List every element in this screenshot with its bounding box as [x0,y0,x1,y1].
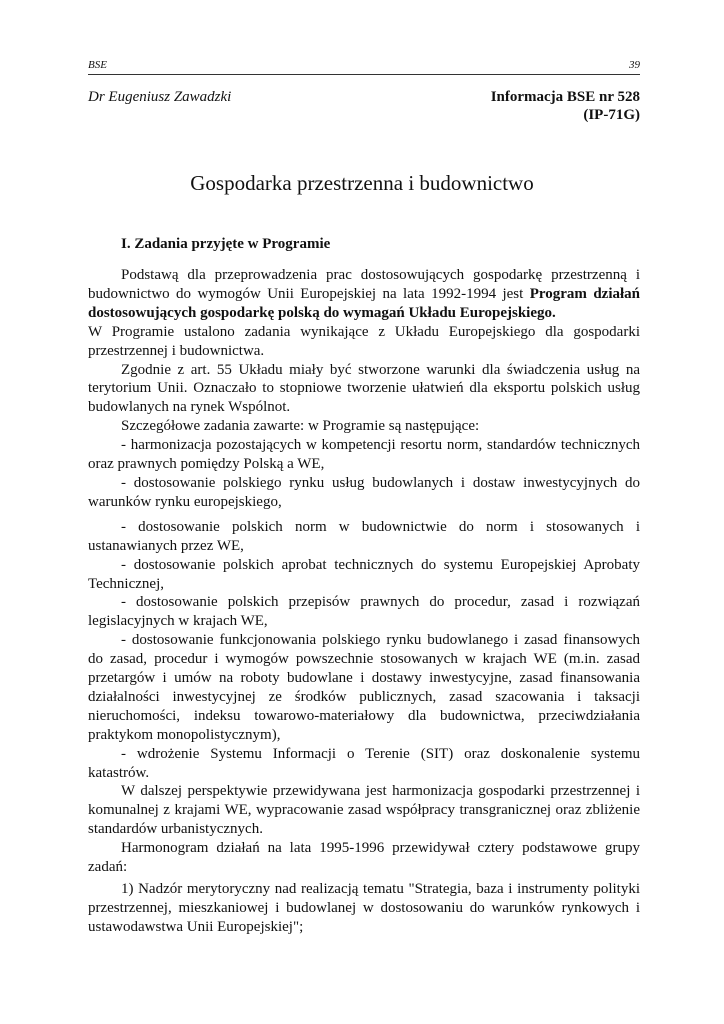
list-item: - dostosowanie polskich aprobat technicznych do systemu Europejskiej Aprobaty Technicznej, [88,556,640,592]
body-text [88,266,640,937]
paragraph-4: Szczegółowe zadania zawarte: w Programie są następujące: [121,418,480,435]
reference-code: (IP-71G) [583,107,640,123]
paragraph-5: W dalszej perspektywie przewidywana jest harmonizacja gospodarki przestrzennej i komunalnej z krajami WE, wypracowanie zasad współpracy transgranicznej oraz zbliżenie standardów urbanistycznych. [88,783,640,838]
list-item: - dostosowanie funkcjonowania polskiego rynku budowlanego i zasad finansowych do zasad, procedur i wymogów powszechnie stosowanych w krajach WE (m.in. zasad przetargów i umów na roboty budowlane i dostawy inwestycyjne, zasad finansowania działalności inwestycyjnej ze środków publicznych, zasad szacowania i taksacji nieruchomości, indeksu towarowo-materiałowy dla budownictwa, przeciwdziałania praktykom monopolistycznym), [88,632,640,743]
paragraph-2: W Programie ustalono zadania wynikające z Układu Europejskiego dla gospodarki przestrzennej i budownictwa. [88,323,640,359]
paragraph-6: Harmonogram działań na lata 1995-1996 przewidywał cztery podstawowe grupy zadań: [88,840,640,876]
list-item: - harmonizacja pozostających w kompetencji resortu norm, standardów technicznych oraz prawnych pomiędzy Polską a WE, [88,437,640,473]
section-heading: I. Zadania przyjęte w Programie [121,236,331,252]
program-name: Program działań dostosowujących gospodarkę polską do wymagań Układu Europejskiego. [88,285,640,321]
page-title: Gospodarka przestrzenna i budownictwo [190,171,534,195]
paragraph-1-text: Podstawą dla przeprowadzenia prac dostosowujących gospodarkę przestrzenną i budownictwo do wymogów Unii Europejskiej na lata 1992-1994 jest [88,267,640,302]
paragraph-3: Zgodnie z art. 55 Układu miały być stworzone warunki dla świadczenia usług na terytorium Unii. Oznaczało to stopniowe tworzenie ułatwień dla eksportu polskich usług budowlanych na rynek Wspólnot. [88,361,640,416]
running-header [88,58,640,75]
list-item: - wdrożenie Systemu Informacji o Terenie (SIT) oraz doskonalenie systemu katastrów. [88,745,640,781]
reference-number: Informacja BSE nr 528 [490,89,640,105]
list-item: - dostosowanie polskich przepisów prawnych do procedur, zasad i rozwiązań legislacyjnych w krajach WE, [88,594,640,630]
list-item: - dostosowanie polskiego rynku usług budowlanych i dostaw inwestycyjnych do warunków rynku europejskiego, [88,474,640,510]
header-publication: BSE [88,59,107,71]
document-reference [491,88,640,124]
author-name: Dr Eugeniusz Zawadzki [88,89,232,105]
header-page-number: 39 [629,59,640,71]
paragraph-1 [88,266,640,323]
paragraph-7: 1) Nadzór merytoryczny nad realizacją tematu "Strategia, baza i instrumenty polityki przestrzennej, mieszkaniowej i budowlanej w dostosowaniu do warunków rynkowych i ustawodawstwa Unii Europejskiej"; [88,881,640,935]
list-item: - dostosowanie polskich norm w budownictwie do norm i stosowanych i ustanawianych przez WE, [88,518,640,554]
